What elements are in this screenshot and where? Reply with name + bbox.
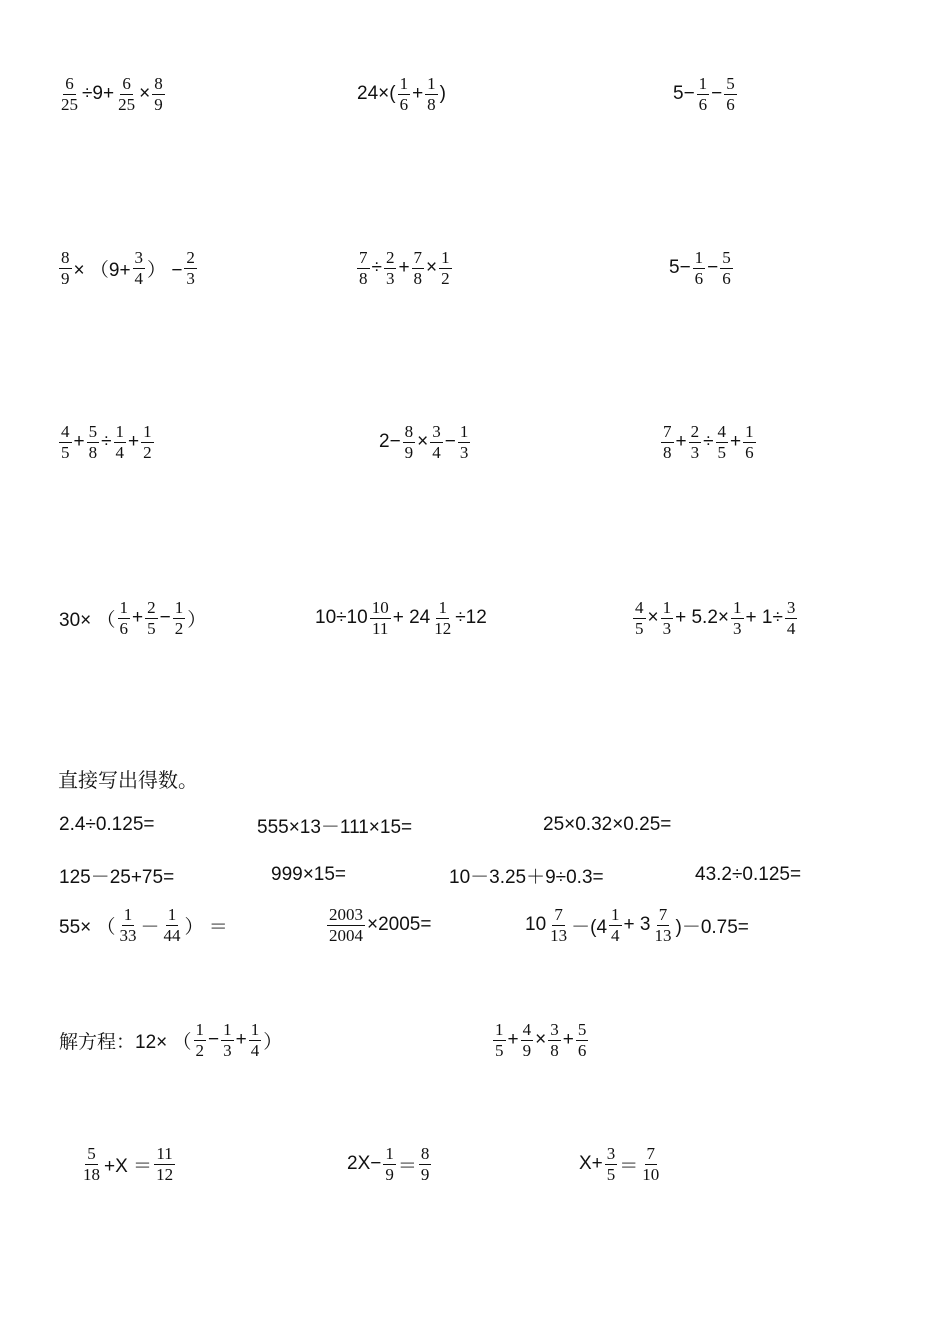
fraction xyxy=(81,1145,102,1184)
fraction-denominator: 5 xyxy=(61,442,70,462)
section-direct-title: 直接写出得数。 xyxy=(58,770,198,792)
fraction xyxy=(521,1021,534,1060)
expression-text: + xyxy=(562,1029,574,1050)
expression-text: 24×( xyxy=(357,83,396,104)
fraction xyxy=(59,75,80,114)
expression-text: 10－3.25＋9÷0.3= xyxy=(449,866,604,888)
fraction-numerator: 5 xyxy=(726,73,735,93)
fraction xyxy=(383,1145,396,1184)
fraction-numerator: 6 xyxy=(65,73,74,93)
fraction-denominator: 9 xyxy=(154,94,163,114)
fraction xyxy=(640,1145,661,1184)
fraction xyxy=(152,75,165,114)
fraction xyxy=(653,906,674,945)
problem-2 xyxy=(356,64,447,124)
fraction-denominator: 3 xyxy=(733,618,742,638)
fraction-denominator: 9 xyxy=(385,1164,394,1184)
problem-9 xyxy=(660,412,757,472)
expression-text: X+ xyxy=(579,1153,603,1174)
problem-7 xyxy=(58,412,155,472)
fraction-denominator: 25 xyxy=(61,94,78,114)
expression-text: + xyxy=(675,431,687,452)
fraction-numerator: 3 xyxy=(606,1143,616,1163)
fraction xyxy=(184,249,197,288)
fraction-denominator: 8 xyxy=(359,268,368,288)
fraction xyxy=(439,249,452,288)
fraction-denominator: 13 xyxy=(550,925,568,945)
expression-text: − xyxy=(711,83,723,104)
fraction-numerator: 3 xyxy=(550,1019,559,1039)
fraction-numerator: 3 xyxy=(432,421,441,441)
fraction-numerator: 7 xyxy=(658,904,668,924)
fraction xyxy=(114,423,127,462)
expression-text: + 5.2× xyxy=(675,607,729,628)
fraction xyxy=(145,599,158,638)
fraction-denominator: 5 xyxy=(147,618,156,638)
fraction-denominator: 12 xyxy=(434,618,452,638)
fraction-numerator: 5 xyxy=(722,247,731,267)
fraction xyxy=(609,906,622,945)
fraction xyxy=(633,599,646,638)
expression-text: × xyxy=(647,607,659,628)
fraction-denominator: 6 xyxy=(698,94,708,114)
fraction-denominator: 9 xyxy=(522,1040,532,1060)
expression-text: 5− xyxy=(673,83,695,104)
expression-text: 2− xyxy=(379,431,401,452)
expression-text: × xyxy=(417,431,429,452)
expression-text: + 3 xyxy=(623,914,651,935)
fraction xyxy=(173,599,186,638)
fraction-denominator: 9 xyxy=(404,442,414,462)
expression-text: + xyxy=(73,431,85,452)
fraction-numerator: 1 xyxy=(385,1143,394,1163)
fraction xyxy=(693,249,706,288)
problem-11 xyxy=(314,588,488,648)
fraction-numerator: 1 xyxy=(123,904,133,924)
fraction-denominator: 3 xyxy=(385,268,395,288)
fraction-denominator: 12 xyxy=(156,1164,174,1184)
fraction-numerator: 5 xyxy=(577,1019,587,1039)
fraction-denominator: 8 xyxy=(88,442,98,462)
expression-text: 10÷10 xyxy=(315,607,368,628)
expression-text: × （9+ xyxy=(73,259,131,281)
direct-problem-8 xyxy=(58,895,229,955)
fraction xyxy=(327,906,365,945)
expression-text: + xyxy=(507,1029,519,1050)
expression-text: +X ＝ xyxy=(104,1155,153,1177)
expression-text: ÷ xyxy=(703,431,714,452)
expression-text: + xyxy=(132,607,144,628)
expression-text: 5− xyxy=(669,257,691,278)
fraction-numerator: 5 xyxy=(88,421,98,441)
fraction-denominator: 8 xyxy=(413,268,423,288)
fraction xyxy=(576,1021,589,1060)
problem-3 xyxy=(672,64,738,124)
expression-text: － xyxy=(140,916,160,938)
fraction-denominator: 5 xyxy=(717,442,727,462)
fraction xyxy=(162,906,183,945)
expression-text: 25×0.32×0.25= xyxy=(543,814,672,835)
fraction xyxy=(59,423,72,462)
fraction xyxy=(154,1145,175,1184)
problem-6 xyxy=(668,238,734,298)
fraction xyxy=(605,1145,618,1184)
fraction-numerator: 6 xyxy=(122,73,131,93)
fraction-numerator: 1 xyxy=(427,73,436,93)
fraction-numerator: 7 xyxy=(554,904,563,924)
fraction xyxy=(384,249,397,288)
expression-text: + xyxy=(128,431,140,452)
expression-text: 解方程：12× （ xyxy=(59,1031,192,1053)
expression-text: − xyxy=(159,607,171,628)
fraction-numerator: 2003 xyxy=(329,904,363,924)
problem-5 xyxy=(356,238,453,298)
fraction xyxy=(689,423,702,462)
fraction-numerator: 1 xyxy=(119,597,129,617)
fraction-denominator: 2 xyxy=(441,268,450,288)
fraction-denominator: 3 xyxy=(662,618,672,638)
expression-text: + xyxy=(730,431,742,452)
fraction xyxy=(403,423,416,462)
expression-text: 55× （ xyxy=(59,916,116,938)
fraction-numerator: 1 xyxy=(698,73,708,93)
expression-text: ） xyxy=(187,609,207,631)
fraction xyxy=(221,1021,234,1060)
expression-text: －(4 xyxy=(571,916,608,938)
fraction xyxy=(116,75,137,114)
fraction-numerator: 8 xyxy=(404,421,414,441)
expression-text: 30× （ xyxy=(59,609,116,631)
fraction-denominator: 6 xyxy=(722,268,731,288)
expression-text: − xyxy=(707,257,719,278)
fraction-denominator: 10 xyxy=(642,1164,660,1184)
fraction-denominator: 3 xyxy=(186,268,195,288)
fraction xyxy=(661,599,674,638)
fraction xyxy=(59,249,72,288)
fraction-denominator: 6 xyxy=(577,1040,587,1060)
problem-4 xyxy=(58,238,198,298)
fraction-denominator: 4 xyxy=(115,442,125,462)
problem-1 xyxy=(58,64,166,124)
fraction xyxy=(118,906,139,945)
fraction xyxy=(743,423,756,462)
fraction-numerator: 2 xyxy=(690,421,700,441)
expression-text: + xyxy=(398,257,410,278)
equation-problem-1 xyxy=(58,1010,283,1070)
expression-text: − xyxy=(444,431,456,452)
expression-text: ÷ xyxy=(101,431,112,452)
fraction-numerator: 7 xyxy=(359,247,368,267)
fraction-numerator: 4 xyxy=(717,421,727,441)
expression-text: ×2005= xyxy=(367,914,432,935)
expression-text: × xyxy=(139,83,151,104)
expression-text: 555×13－111×15= xyxy=(257,816,413,838)
fraction-denominator: 5 xyxy=(495,1040,504,1060)
fraction xyxy=(87,423,100,462)
fraction xyxy=(785,599,798,638)
fraction-denominator: 4 xyxy=(134,268,144,288)
expression-text: × xyxy=(535,1029,547,1050)
fraction-numerator: 1 xyxy=(250,1019,260,1039)
fraction-numerator: 1 xyxy=(495,1019,504,1039)
fraction xyxy=(133,249,146,288)
fraction xyxy=(141,423,154,462)
expression-text: ） − xyxy=(147,259,183,281)
fraction-denominator: 4 xyxy=(432,442,441,462)
fraction xyxy=(720,249,733,288)
direct-problem-9 xyxy=(326,895,432,955)
fraction-denominator: 11 xyxy=(372,618,389,638)
fraction xyxy=(548,1021,561,1060)
fraction-numerator: 1 xyxy=(745,421,754,441)
fraction-numerator: 1 xyxy=(733,597,742,617)
expression-text: ÷12 xyxy=(455,607,487,628)
equation-problem-5 xyxy=(578,1134,662,1194)
fraction xyxy=(697,75,710,114)
fraction xyxy=(661,423,674,462)
fraction-denominator: 44 xyxy=(163,925,181,945)
fraction-numerator: 4 xyxy=(61,421,70,441)
fraction-numerator: 3 xyxy=(786,597,796,617)
fraction-numerator: 8 xyxy=(154,73,163,93)
fraction-denominator: 2 xyxy=(174,618,184,638)
expression-text: + xyxy=(235,1029,247,1050)
fraction-numerator: 1 xyxy=(662,597,672,617)
fraction-numerator: 7 xyxy=(663,421,672,441)
fraction-denominator: 25 xyxy=(118,94,136,114)
fraction-numerator: 1 xyxy=(167,904,177,924)
fraction-denominator: 9 xyxy=(420,1164,430,1184)
fraction-numerator: 4 xyxy=(522,1019,532,1039)
fraction-denominator: 6 xyxy=(745,442,754,462)
problem-10 xyxy=(58,588,207,648)
fraction xyxy=(412,249,425,288)
fraction-denominator: 8 xyxy=(663,442,672,462)
fraction xyxy=(716,423,729,462)
fraction-numerator: 1 xyxy=(174,597,184,617)
expression-text: + xyxy=(412,83,424,104)
fraction-denominator: 4 xyxy=(611,925,620,945)
fraction-numerator: 7 xyxy=(646,1143,656,1163)
expression-text: × xyxy=(426,257,438,278)
expression-text: 2.4÷0.125= xyxy=(59,814,155,835)
fraction-denominator: 6 xyxy=(119,618,129,638)
fraction-denominator: 6 xyxy=(726,94,735,114)
fraction-denominator: 8 xyxy=(427,94,436,114)
fraction xyxy=(118,599,131,638)
fraction-denominator: 2 xyxy=(195,1040,205,1060)
equation-problem-3 xyxy=(80,1134,176,1194)
fraction-numerator: 10 xyxy=(371,597,389,617)
fraction xyxy=(249,1021,262,1060)
problem-12 xyxy=(632,588,798,648)
fraction-numerator: 1 xyxy=(399,73,409,93)
expression-text: ） ＝ xyxy=(184,916,228,938)
fraction-numerator: 1 xyxy=(694,247,704,267)
fraction-denominator: 13 xyxy=(654,925,672,945)
equation-problem-4 xyxy=(346,1134,432,1194)
fraction xyxy=(493,1021,506,1060)
fraction-denominator: 9 xyxy=(61,268,70,288)
fraction-numerator: 1 xyxy=(223,1019,232,1039)
fraction-denominator: 33 xyxy=(119,925,137,945)
fraction xyxy=(419,1145,432,1184)
fraction-numerator: 8 xyxy=(420,1143,430,1163)
expression-text: 2X− xyxy=(347,1153,382,1174)
fraction xyxy=(370,599,391,638)
expression-text: 125－25+75= xyxy=(59,866,175,888)
fraction-numerator: 7 xyxy=(413,247,423,267)
fraction-numerator: 1 xyxy=(611,904,620,924)
equation-problem-2 xyxy=(492,1010,589,1070)
fraction-numerator: 2 xyxy=(385,247,395,267)
direct-problem-10 xyxy=(524,895,750,955)
fraction xyxy=(731,599,744,638)
expression-text: ＝ xyxy=(619,1155,639,1177)
fraction-numerator: 1 xyxy=(115,421,125,441)
fraction-denominator: 8 xyxy=(550,1040,559,1060)
expression-text: 43.2÷0.125= xyxy=(695,864,802,885)
fraction xyxy=(194,1021,207,1060)
fraction-denominator: 5 xyxy=(606,1164,616,1184)
expression-text: + 24 xyxy=(392,607,431,628)
fraction-numerator: 4 xyxy=(635,597,644,617)
fraction-denominator: 2 xyxy=(143,442,152,462)
fraction-numerator: 1 xyxy=(195,1019,205,1039)
fraction-denominator: 6 xyxy=(694,268,704,288)
fraction xyxy=(724,75,737,114)
fraction xyxy=(430,423,443,462)
expression-text: 10 xyxy=(525,914,547,935)
expression-text: ) xyxy=(439,83,446,104)
expression-text: 999×15= xyxy=(271,864,347,885)
fraction xyxy=(432,599,453,638)
fraction-numerator: 1 xyxy=(438,597,447,617)
problem-8 xyxy=(378,412,471,472)
fraction-denominator: 6 xyxy=(399,94,409,114)
fraction-denominator: 3 xyxy=(459,442,469,462)
fraction xyxy=(458,423,471,462)
fraction-denominator: 18 xyxy=(83,1164,100,1184)
fraction-numerator: 2 xyxy=(147,597,156,617)
expression-text: ） xyxy=(263,1031,283,1053)
fraction xyxy=(548,906,569,945)
fraction-numerator: 1 xyxy=(143,421,152,441)
fraction xyxy=(425,75,438,114)
fraction-numerator: 11 xyxy=(156,1143,173,1163)
fraction-denominator: 4 xyxy=(250,1040,260,1060)
fraction-denominator: 3 xyxy=(223,1040,232,1060)
fraction xyxy=(357,249,370,288)
fraction-denominator: 4 xyxy=(786,618,796,638)
expression-text: )－0.75= xyxy=(675,916,749,938)
fraction-denominator: 2004 xyxy=(329,925,363,945)
expression-text: ÷9+ xyxy=(82,83,115,104)
fraction-numerator: 1 xyxy=(459,421,469,441)
fraction-numerator: 8 xyxy=(61,247,70,267)
expression-text: ＝ xyxy=(397,1155,417,1177)
fraction-numerator: 5 xyxy=(87,1143,96,1163)
fraction-numerator: 1 xyxy=(441,247,450,267)
fraction-denominator: 5 xyxy=(635,618,644,638)
expression-text: + 1÷ xyxy=(745,607,783,628)
expression-text: − xyxy=(208,1029,220,1050)
fraction-numerator: 2 xyxy=(186,247,195,267)
fraction-denominator: 3 xyxy=(690,442,700,462)
fraction-numerator: 3 xyxy=(134,247,144,267)
expression-text: ÷ xyxy=(371,257,382,278)
fraction xyxy=(398,75,411,114)
